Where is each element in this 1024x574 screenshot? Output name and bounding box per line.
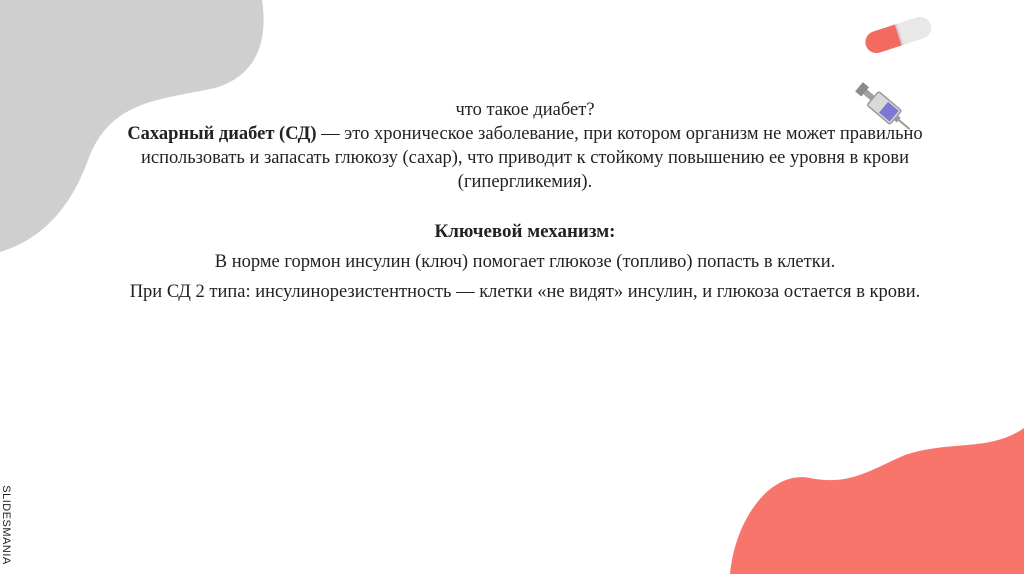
coral-blob: [730, 428, 1024, 574]
mechanism-heading: Ключевой механизм:: [434, 221, 616, 242]
slide-body: [110, 98, 940, 310]
slide-question: что такое диабет?: [455, 100, 595, 120]
definition-paragraph: [110, 122, 940, 194]
mechanism-type2: При СД 2 типа: инсулинорезистентность — клетки «не видят» инсулин, и глюкоза остается в крови.: [129, 282, 921, 302]
watermark: SLIDESMANIA: [0, 485, 12, 565]
mechanism-normal: В норме гормон инсулин (ключ) помогает глюкозе (топливо) попасть в клетки.: [214, 252, 836, 272]
pill-icon: [858, 14, 938, 54]
definition-text: — это хроническое заболевание, при котором организм не может правильно использовать и запасать глюкозу (сахар), что приводит к стойкому повышению ее уровня в крови (гипергликемия).: [140, 124, 923, 192]
definition-term: Сахарный диабет (СД): [127, 124, 317, 144]
